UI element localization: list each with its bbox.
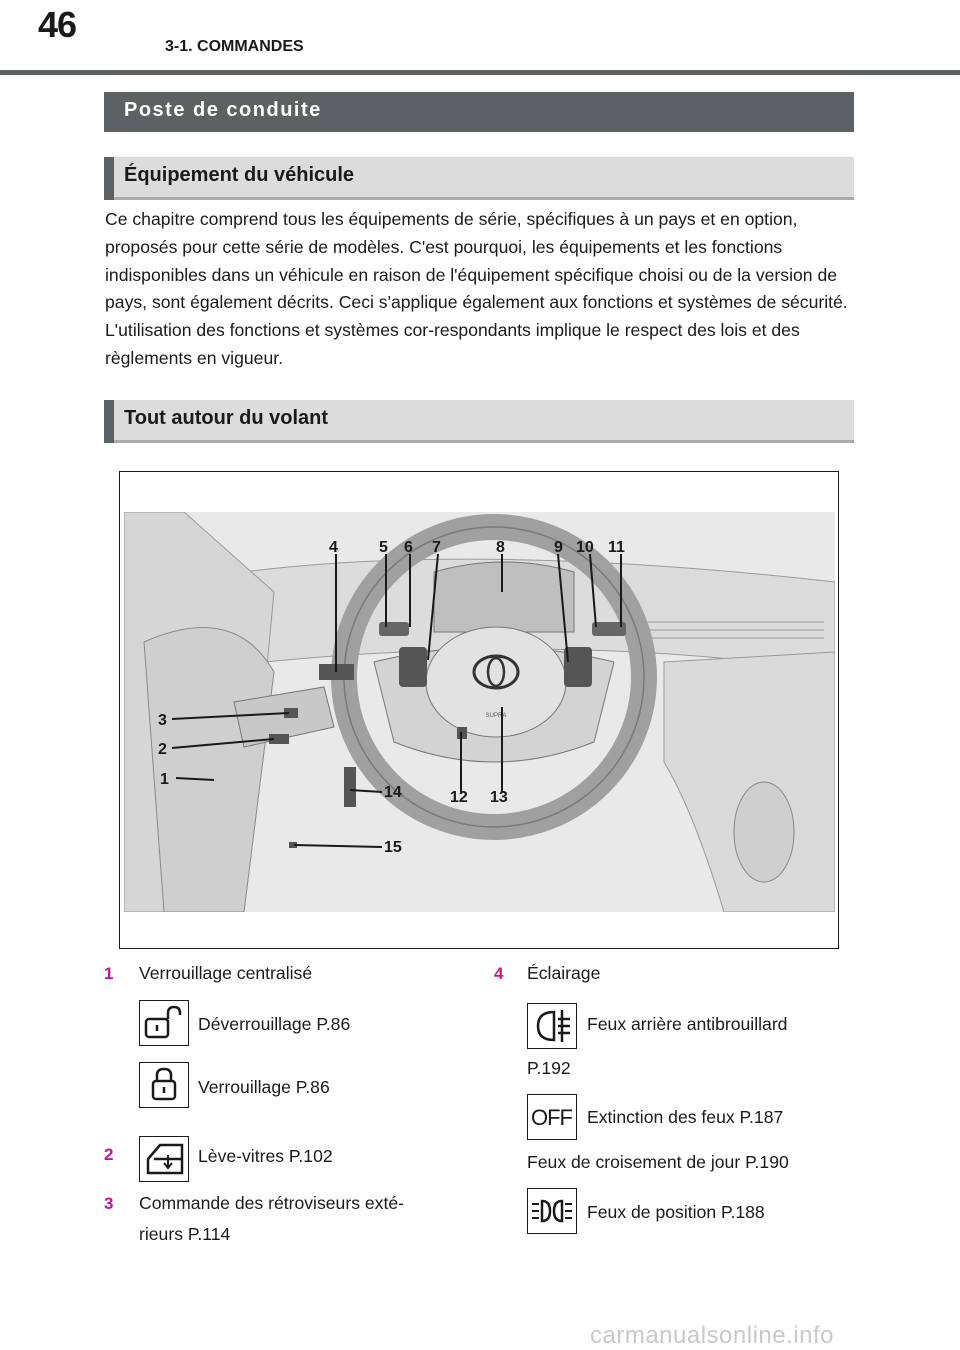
- lock-icon: [140, 1063, 188, 1107]
- position-light-icon-box: [527, 1188, 577, 1234]
- chapter-title-bar: [104, 92, 854, 132]
- header-rule: [0, 70, 960, 75]
- cockpit-illustration: [124, 512, 835, 912]
- unlock-icon: [140, 1001, 188, 1045]
- steering-area-heading-bar: [104, 400, 854, 443]
- callout-9: 9: [554, 539, 563, 556]
- position-light-text: Feux de position P.188: [587, 1202, 765, 1222]
- callout-7: 7: [432, 539, 441, 556]
- callout-5: 5: [379, 539, 388, 556]
- cockpit-figure: [119, 471, 839, 949]
- item-3-number: 3: [104, 1194, 114, 1213]
- unlock-text: Déverrouillage P.86: [198, 1014, 351, 1034]
- vehicle-equipment-heading: Équipement du véhicule: [124, 164, 355, 186]
- intro-paragraph: Ce chapitre comprend tous les équipements de série, spécifiques à un pays et en option, proposés pour cette série de modèles. C'est pourquoi, les équipements et les fonctions indisponibles dans un véhicule en raison de l'équipement spécifique choisi ou de la version de pays, sont également décrits. Ceci s'applique également aux fonctions et systèmes de sécurité. L'utilisation des fonctions et systèmes cor-respondants implique le respect des lois et des règlements en vigueur.: [105, 209, 848, 368]
- item-3-text-line2: rieurs P.114: [139, 1224, 231, 1244]
- rear-fog-light-icon: [528, 1004, 576, 1048]
- lock-icon-box: [139, 1062, 189, 1108]
- callout-13: 13: [490, 789, 508, 806]
- callout-4: 4: [329, 539, 338, 556]
- wheel-brand-text: SUPRA: [485, 713, 507, 719]
- item-4-label: Éclairage: [527, 963, 601, 983]
- item-2-number: 2: [104, 1145, 114, 1164]
- item-1-number: 1: [104, 964, 114, 983]
- callout-8: 8: [496, 539, 505, 556]
- page-number: 46: [38, 4, 77, 45]
- position-light-icon: [528, 1189, 576, 1233]
- item-3-text-line1: Commande des rétroviseurs exté-: [139, 1193, 404, 1213]
- callout-14: 14: [384, 784, 402, 801]
- callout-10: 10: [576, 539, 594, 556]
- rear-fog-page: P.192: [527, 1058, 571, 1078]
- callout-2: 2: [158, 741, 167, 758]
- callout-12: 12: [450, 789, 468, 806]
- window-switch-icon: [140, 1137, 188, 1181]
- steering-area-heading: Tout autour du volant: [124, 407, 329, 429]
- item-1-label: Verrouillage centralisé: [139, 963, 313, 983]
- item-4-number: 4: [494, 964, 504, 983]
- window-switch-icon-box: [139, 1136, 189, 1182]
- off-icon-text: OFF: [531, 1105, 572, 1130]
- rear-fog-text: Feux arrière antibrouillard: [587, 1014, 788, 1034]
- window-switch-text: Lève-vitres P.102: [198, 1146, 333, 1166]
- callout-6: 6: [404, 539, 413, 556]
- callout-3: 3: [158, 712, 167, 729]
- rear-fog-icon-box: [527, 1003, 577, 1049]
- callout-11: 11: [608, 539, 625, 556]
- callout-15: 15: [384, 839, 402, 856]
- callout-1: 1: [160, 771, 169, 788]
- section-title: 3-1. COMMANDES: [165, 38, 304, 55]
- off-text: Extinction des feux P.187: [587, 1107, 784, 1127]
- unlock-icon-box: [139, 1000, 189, 1046]
- vehicle-equipment-heading-bar: [104, 157, 854, 200]
- off-icon-box: [527, 1094, 577, 1140]
- drl-text: Feux de croisement de jour P.190: [527, 1152, 789, 1172]
- watermark: carmanualsonline.info: [590, 1322, 834, 1349]
- chapter-title: Poste de conduite: [124, 99, 322, 121]
- lock-text: Verrouillage P.86: [198, 1077, 330, 1097]
